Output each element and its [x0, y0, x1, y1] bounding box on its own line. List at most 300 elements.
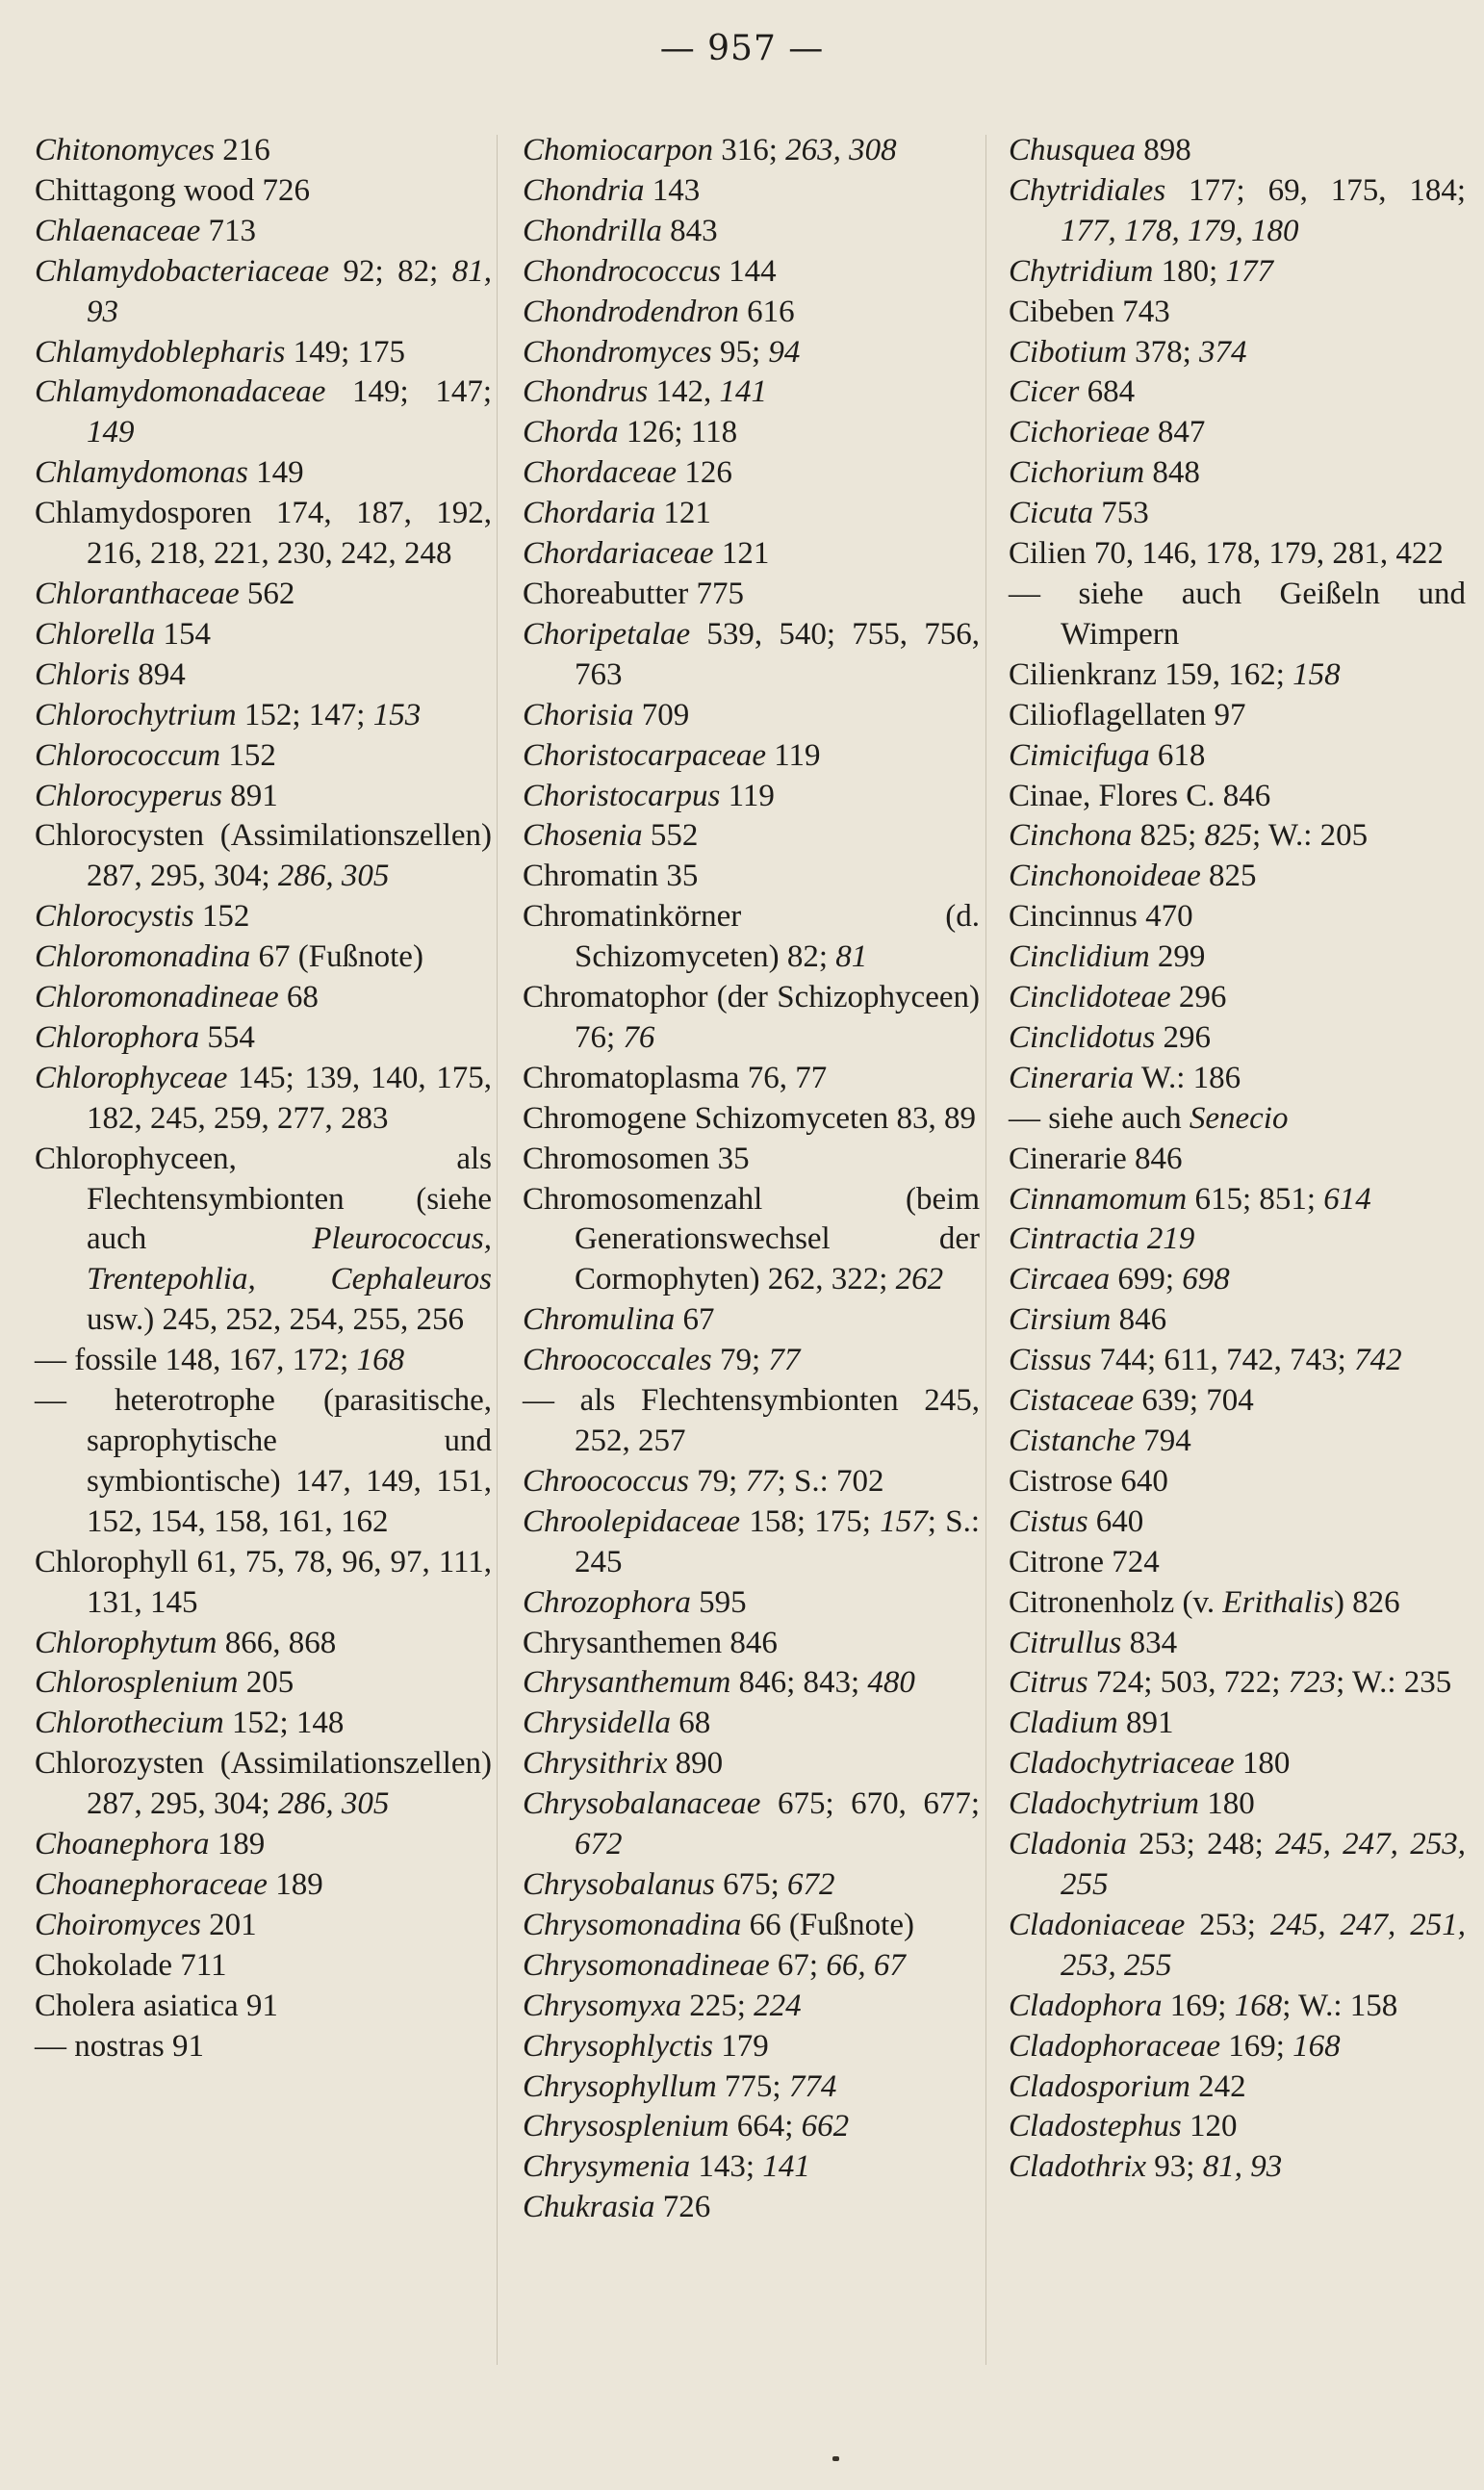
index-entry	[1009, 777, 1466, 817]
roman-text: 296	[1170, 980, 1227, 1015]
italic-text: Chytridiales	[1009, 172, 1166, 208]
index-entry	[35, 252, 492, 333]
roman-text: 615; 851;	[1187, 1181, 1324, 1217]
italic-text: Chrysithrix	[523, 1746, 668, 1782]
roman-text: 316;	[713, 133, 786, 167]
italic-text: 698	[1182, 1262, 1230, 1297]
index-entry	[1009, 413, 1466, 453]
roman-text: usw.) 245, 252, 254, 255, 256	[87, 1302, 465, 1338]
roman-text: ; W.: 158	[1282, 1988, 1398, 2023]
italic-text: Cladosporium	[1009, 2068, 1190, 2104]
index-entry	[523, 1180, 980, 1301]
index-entry	[35, 897, 492, 937]
roman-text: 152	[220, 737, 276, 773]
italic-text: Chondrococcus	[523, 253, 721, 289]
roman-text: 95;	[711, 334, 769, 370]
italic-text: Cirsium	[1009, 1302, 1112, 1338]
italic-text: 168	[1234, 1988, 1283, 2023]
index-entry	[35, 1865, 492, 1906]
index-entry	[1009, 857, 1466, 897]
index-entry	[35, 1987, 492, 2027]
italic-text: Chlorocyperus	[35, 778, 222, 813]
index-entry	[523, 1624, 980, 1664]
index-entry	[1009, 171, 1466, 252]
roman-text: 847	[1149, 415, 1206, 450]
italic-text: Cissus	[1009, 1343, 1092, 1378]
index-entry	[1009, 2147, 1466, 2188]
index-entry	[523, 857, 980, 897]
index-entry	[523, 131, 980, 171]
roman-text: 121	[655, 496, 711, 531]
roman-text: 299	[1149, 939, 1206, 975]
italic-text: 825	[1204, 818, 1252, 854]
italic-text: Citrullus	[1009, 1625, 1122, 1660]
roman-text: 639; 704	[1134, 1383, 1254, 1419]
italic-text: Chondrilla	[523, 213, 662, 248]
index-entry	[1009, 131, 1466, 171]
italic-text: 141	[762, 2149, 810, 2185]
italic-text: 245, 247, 253, 255	[1061, 1827, 1466, 1902]
index-entry	[523, 1987, 980, 2027]
italic-text: Choripetalae	[523, 616, 691, 652]
roman-text: 149; 175	[285, 334, 405, 370]
index-entry	[35, 1381, 492, 1543]
roman-text: Choreabutter 775	[523, 576, 745, 611]
italic-text: Chlamydobacteriaceae	[35, 253, 330, 289]
italic-text: 66, 67	[826, 1947, 906, 1983]
roman-text: — heterotrophe (parasitische, saprophytische und symbiontische) 147, 149, 151, 152, 154, 158, 161, 162	[35, 1383, 492, 1539]
roman-text: 894	[130, 656, 186, 692]
italic-text: Chrysomyxa	[523, 1988, 681, 2023]
italic-text: Chukrasia	[523, 2190, 655, 2225]
index-entry	[35, 1825, 492, 1865]
italic-text: Cinclidium	[1009, 939, 1150, 975]
roman-text: 120	[1181, 2109, 1238, 2144]
italic-text: 262	[895, 1262, 944, 1297]
roman-text: 126	[677, 455, 732, 491]
index-entry	[35, 212, 492, 252]
roman-text: Citrone 724	[1009, 1544, 1160, 1579]
roman-text: 866, 868	[217, 1625, 337, 1660]
italic-text: Chlamydoblepharis	[35, 334, 286, 370]
index-entry	[523, 293, 980, 333]
italic-text: Cinnamomum	[1009, 1181, 1188, 1217]
italic-text: Chrozophora	[523, 1584, 691, 1620]
roman-text: 179	[712, 2028, 769, 2064]
roman-text: 846	[1111, 1302, 1167, 1338]
printer-mark	[832, 2456, 839, 2461]
italic-text: 168	[356, 1343, 405, 1378]
index-entry	[35, 736, 492, 777]
column-divider	[985, 135, 986, 2365]
roman-text: 67;	[769, 1947, 827, 1983]
index-entry	[1009, 252, 1466, 293]
roman-text: 126; 118	[618, 415, 738, 450]
italic-text: 81	[835, 939, 868, 975]
roman-text: 890	[667, 1746, 724, 1782]
italic-text: 672	[575, 1827, 623, 1862]
roman-text: 152	[193, 899, 250, 935]
index-entry	[1009, 2067, 1466, 2108]
index-entry	[523, 2188, 980, 2228]
index-entry	[35, 1341, 492, 1381]
index-entry	[523, 1140, 980, 1180]
italic-text: Chrysymenia	[523, 2149, 691, 2185]
italic-text: Cicer	[1009, 374, 1080, 410]
italic-text: Cladochytriaceae	[1009, 1746, 1235, 1782]
roman-text: 616	[738, 294, 795, 329]
italic-text: Chordaria	[523, 496, 656, 531]
index-entry	[1009, 1219, 1466, 1260]
italic-text: Cineraria	[1009, 1060, 1135, 1095]
roman-text: 296	[1155, 1019, 1211, 1055]
index-entry	[35, 1624, 492, 1664]
roman-text: 216	[214, 133, 270, 167]
roman-text: 713	[200, 213, 257, 248]
index-entry	[1009, 1018, 1466, 1059]
index-entry	[1009, 1502, 1466, 1543]
roman-text: Chlorophyll 61, 75, 78, 96, 97, 111, 131, 145	[35, 1544, 492, 1620]
index-entry	[35, 131, 492, 171]
index-entry	[1009, 1704, 1466, 1744]
index-entry	[523, 1381, 980, 1462]
roman-text: ) 826	[1333, 1584, 1400, 1620]
roman-text: Chromatinkörner (d. Schizomyceten) 82;	[523, 899, 980, 975]
roman-text: 119	[765, 737, 821, 773]
italic-text: Chlorocystis	[35, 899, 194, 935]
roman-text: 684	[1079, 374, 1136, 410]
index-entry	[35, 777, 492, 817]
index-entry	[523, 1099, 980, 1140]
index-entry	[1009, 736, 1466, 777]
index-entry	[1009, 1059, 1466, 1099]
roman-text: 149	[247, 455, 304, 491]
italic-text: Chlamydomonas	[35, 455, 248, 491]
index-entry	[523, 212, 980, 252]
italic-text: Chondromyces	[523, 334, 712, 370]
index-column-1	[35, 131, 492, 2067]
italic-text: Chloranthaceae	[35, 576, 240, 611]
roman-text: 595	[690, 1584, 747, 1620]
index-entry	[35, 494, 492, 575]
roman-text: ; W.: 205	[1252, 818, 1369, 854]
index-entry	[523, 333, 980, 373]
roman-text: 205	[238, 1665, 294, 1701]
roman-text: 378;	[1126, 334, 1200, 370]
roman-text: Chokolade 711	[35, 1947, 227, 1983]
roman-text: 898	[1136, 133, 1191, 167]
roman-text: 143;	[690, 2149, 763, 2185]
index-entry	[35, 1018, 492, 1059]
roman-text: Cilienkranz 159, 162;	[1009, 656, 1293, 692]
italic-text: Chlorophora	[35, 1019, 200, 1055]
roman-text: 253; 248;	[1126, 1827, 1276, 1862]
roman-text: Citronenholz (v.	[1009, 1584, 1223, 1620]
italic-text: Chordaceae	[523, 455, 678, 491]
index-entry	[35, 937, 492, 978]
index-entry	[523, 2067, 980, 2108]
index-entry	[1009, 978, 1466, 1018]
italic-text: 286, 305	[277, 859, 390, 894]
italic-text: 76	[623, 1019, 655, 1055]
index-entry	[1009, 293, 1466, 333]
roman-text: — nostras 91	[35, 2028, 204, 2064]
roman-text: 154	[155, 616, 212, 652]
roman-text: — als Flechtensymbionten 245, 252, 257	[523, 1383, 980, 1458]
index-entry	[523, 534, 980, 575]
roman-text: Chromatoplasma 76, 77	[523, 1060, 828, 1095]
italic-text: Chrysophyllum	[523, 2068, 717, 2104]
italic-text: Chlaenaceae	[35, 213, 201, 248]
roman-text: ; S.: 702	[777, 1463, 884, 1499]
index-entry	[1009, 696, 1466, 736]
italic-text: 177, 178, 179, 180	[1061, 213, 1299, 248]
index-entry	[1009, 2107, 1466, 2147]
index-entry	[523, 372, 980, 413]
index-entry	[1009, 1784, 1466, 1825]
roman-text: 152; 147;	[236, 697, 373, 732]
roman-text: 794	[1135, 1424, 1191, 1458]
index-entry	[35, 1744, 492, 1825]
index-entry	[523, 2107, 980, 2147]
index-entry	[35, 372, 492, 453]
index-entry	[523, 1663, 980, 1704]
roman-text: 67 (Fußnote)	[250, 939, 423, 975]
italic-text: Chroococcus	[523, 1463, 689, 1499]
italic-text: Chrysidella	[523, 1706, 671, 1741]
index-entry	[523, 696, 980, 736]
column-divider	[497, 135, 498, 2365]
italic-text: 286, 305	[277, 1786, 390, 1822]
italic-text: Senecio	[1189, 1100, 1289, 1136]
roman-text: — fossile 148, 167, 172;	[35, 1343, 357, 1378]
italic-text: 224	[754, 1988, 802, 2023]
roman-text: Cilioflagellaten 97	[1009, 697, 1246, 732]
roman-text: Chlorocysten (Assimilationszellen) 287, 295, 304;	[35, 818, 492, 894]
italic-text: 263, 308	[785, 133, 897, 167]
index-entry	[1009, 1543, 1466, 1583]
roman-text: Chromogene Schizomyceten 83, 89	[523, 1100, 977, 1136]
roman-text: 201	[200, 1907, 257, 1942]
roman-text: 92; 82;	[329, 253, 452, 289]
index-entry	[35, 1906, 492, 1946]
index-entry	[35, 453, 492, 494]
index-entry	[1009, 1744, 1466, 1784]
italic-text: 774	[788, 2068, 837, 2104]
index-entry	[1009, 1663, 1466, 1704]
italic-text: 672	[787, 1866, 835, 1902]
index-entry	[523, 494, 980, 534]
italic-text: Cicuta	[1009, 496, 1093, 531]
index-entry	[35, 1543, 492, 1624]
italic-text: Chondria	[523, 172, 645, 208]
italic-text: Chlorosplenium	[35, 1665, 239, 1701]
index-entry	[1009, 1341, 1466, 1381]
italic-text: Cichorieae	[1009, 415, 1150, 450]
roman-text: 79;	[711, 1343, 769, 1378]
italic-text: Chloris	[35, 656, 131, 692]
index-entry	[523, 1583, 980, 1624]
roman-text: 93;	[1146, 2149, 1203, 2185]
index-entry	[35, 696, 492, 736]
roman-text: 177; 69, 175, 184;	[1165, 172, 1466, 208]
roman-text: 724; 503, 722;	[1087, 1665, 1289, 1701]
italic-text: Cladoniaceae	[1009, 1907, 1186, 1942]
index-entry	[35, 816, 492, 897]
roman-text: 189	[267, 1866, 323, 1902]
italic-text: Cladium	[1009, 1706, 1118, 1741]
roman-text: 709	[633, 697, 690, 732]
index-entry	[523, 1906, 980, 1946]
italic-text: Cladostephus	[1009, 2109, 1182, 2144]
index-entry	[1009, 1624, 1466, 1664]
italic-text: 374	[1199, 334, 1247, 370]
roman-text: 180	[1234, 1746, 1291, 1782]
roman-text: 143	[644, 172, 701, 208]
roman-text: 554	[199, 1019, 255, 1055]
index-entry	[523, 777, 980, 817]
index-entry	[1009, 534, 1466, 575]
roman-text: 640	[1087, 1503, 1144, 1539]
italic-text: Choiromyces	[35, 1907, 201, 1942]
italic-text: Erithalis	[1222, 1584, 1334, 1620]
italic-text: 81, 93	[1202, 2149, 1283, 2185]
italic-text: Chondrus	[523, 374, 649, 410]
roman-text: 66 (Fußnote)	[741, 1907, 914, 1942]
roman-text: 145; 139, 140, 175, 182, 245, 259, 277, 283	[87, 1060, 492, 1136]
index-entry	[523, 1300, 980, 1341]
roman-text: 848	[1144, 455, 1200, 491]
index-entry	[1009, 333, 1466, 373]
index-entry	[1009, 1422, 1466, 1462]
roman-text: Chlorozysten (Assimilationszellen) 287, 295, 304;	[35, 1746, 492, 1822]
italic-text: 614	[1323, 1181, 1371, 1217]
italic-text: Cistanche	[1009, 1424, 1136, 1458]
italic-text: Cibotium	[1009, 334, 1127, 370]
italic-text: Chloromonadina	[35, 939, 251, 975]
index-entry	[523, 1502, 980, 1583]
index-entry	[1009, 372, 1466, 413]
italic-text: Chorda	[523, 415, 619, 450]
italic-text: Cichorium	[1009, 455, 1145, 491]
index-entry	[1009, 494, 1466, 534]
italic-text: Chlorophyceae	[35, 1060, 228, 1095]
roman-text: 675;	[714, 1866, 788, 1902]
index-entry	[523, 1462, 980, 1502]
roman-text: 169;	[1162, 1988, 1235, 2023]
roman-text: 843	[661, 213, 718, 248]
italic-text: Circaea	[1009, 1262, 1111, 1297]
index-entry	[523, 252, 980, 293]
italic-text: Cinchonoideae	[1009, 859, 1201, 894]
index-entry	[523, 736, 980, 777]
roman-text: 180;	[1153, 253, 1226, 289]
italic-text: Chrysophlyctis	[523, 2028, 713, 2064]
roman-text: 891	[221, 778, 278, 813]
index-entry	[1009, 1300, 1466, 1341]
italic-text: Chorisia	[523, 697, 634, 732]
index-entry	[523, 1744, 980, 1784]
roman-text: 825	[1200, 859, 1257, 894]
roman-text: 834	[1121, 1625, 1178, 1660]
roman-text: Chromosomenzahl (beim Generationswechsel der Cormophyten) 262, 322;	[523, 1181, 980, 1297]
index-entry	[35, 333, 492, 373]
index-entry	[523, 1059, 980, 1099]
italic-text: 157	[880, 1503, 928, 1539]
roman-text: 67	[675, 1302, 715, 1338]
italic-text: Cladophoraceae	[1009, 2028, 1220, 2064]
italic-text: 141	[719, 374, 767, 410]
italic-text: Cinclidoteae	[1009, 980, 1171, 1015]
italic-text: Cladochytrium	[1009, 1786, 1199, 1822]
italic-text: Chlorothecium	[35, 1706, 224, 1741]
roman-text: 846; 843;	[730, 1665, 868, 1701]
roman-text: 675; 670, 677;	[760, 1786, 980, 1822]
roman-text: Chromatophor (der Schizophyceen) 76;	[523, 980, 980, 1055]
roman-text: ; S.: 245	[575, 1503, 980, 1579]
italic-text: Choanephora	[35, 1827, 210, 1862]
italic-text: 77	[745, 1463, 778, 1499]
roman-text: 149; 147;	[325, 374, 492, 410]
italic-text: Cladonia	[1009, 1827, 1127, 1862]
italic-text: Chlorococcum	[35, 737, 221, 773]
index-entry	[523, 2027, 980, 2067]
index-entry	[1009, 1987, 1466, 2027]
italic-text: Chordariaceae	[523, 536, 714, 572]
roman-text: W.: 186	[1134, 1060, 1241, 1095]
page-number: — 957 —	[659, 29, 825, 68]
italic-text: Choanephoraceae	[35, 1866, 268, 1902]
italic-text: Cinclidotus	[1009, 1019, 1156, 1055]
index-entry	[1009, 1583, 1466, 1624]
roman-text: 891	[1117, 1706, 1174, 1741]
italic-text: Chrysosplenium	[523, 2109, 729, 2144]
italic-text: Chomiocarpon	[523, 133, 713, 167]
index-entry	[1009, 1180, 1466, 1220]
index-entry	[523, 2147, 980, 2188]
roman-text: 119	[720, 778, 775, 813]
italic-text: Chitonomyces	[35, 133, 215, 167]
roman-text: 253;	[1185, 1907, 1270, 1942]
italic-text: Chrysanthemum	[523, 1665, 731, 1701]
italic-text: Cinchona	[1009, 818, 1133, 854]
italic-text: 158	[1292, 656, 1341, 692]
italic-text: 723	[1288, 1665, 1337, 1701]
italic-text: 662	[801, 2109, 850, 2144]
index-entry	[523, 575, 980, 615]
italic-text: Cintractia 219	[1009, 1221, 1195, 1257]
index-entry	[35, 1663, 492, 1704]
italic-text: Chromulina	[523, 1302, 676, 1338]
italic-text: Chondrodendron	[523, 294, 739, 329]
index-entry	[1009, 1381, 1466, 1422]
italic-text: Cistaceae	[1009, 1383, 1135, 1419]
index-entry	[1009, 655, 1466, 696]
italic-text: Chroolepidaceae	[523, 1503, 741, 1539]
roman-text: 699;	[1110, 1262, 1183, 1297]
index-entry	[523, 897, 980, 978]
index-entry	[35, 1059, 492, 1140]
italic-text: 81, 93	[87, 253, 492, 329]
italic-text: Choristocarpus	[523, 778, 721, 813]
italic-text: Citrus	[1009, 1665, 1088, 1701]
roman-text: 775;	[716, 2068, 789, 2104]
index-entry	[523, 615, 980, 696]
roman-text: 552	[642, 818, 699, 854]
italic-text: Chrysomonadineae	[523, 1947, 770, 1983]
index-entry	[35, 655, 492, 696]
roman-text: 68	[671, 1706, 711, 1741]
